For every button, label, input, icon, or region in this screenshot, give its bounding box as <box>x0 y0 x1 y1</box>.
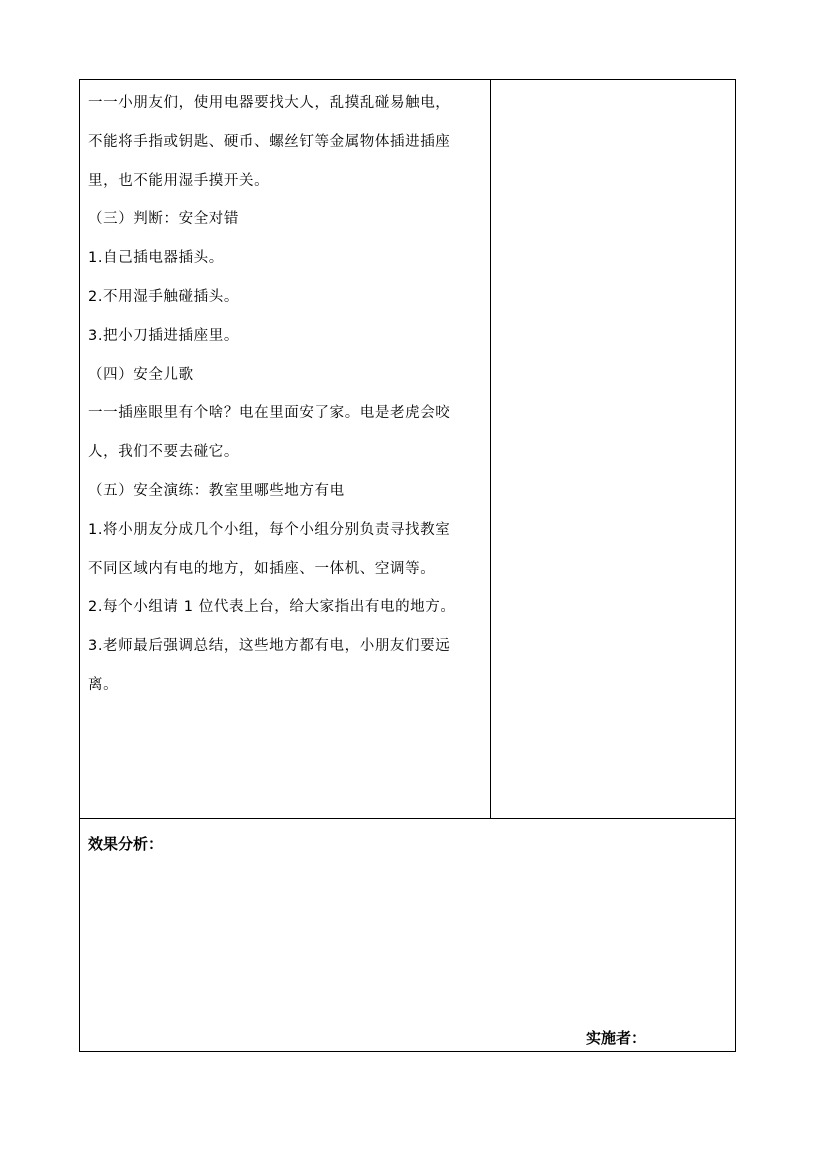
notes-cell <box>491 80 736 819</box>
analysis-row <box>80 819 736 1052</box>
section-heading-song: （四）安全儿歌 <box>88 366 194 383</box>
content-line: 3.把小刀插进插座里。 <box>88 327 239 344</box>
section-heading-judgement: （三）判断：安全对错 <box>88 211 239 228</box>
content-line: 3.老师最后强调总结，这些地方都有电，小朋友们要远 <box>88 638 451 655</box>
content-line: 一一小朋友们，使用电器要找大人，乱摸乱碰易触电， <box>88 95 451 111</box>
section-heading-drill: （五）安全演练：教室里哪些地方有电 <box>88 482 345 499</box>
activity-content-cell <box>80 80 491 819</box>
lesson-plan-table <box>79 79 736 1052</box>
content-line: 不能将手指或钥匙、硬币、螺丝钉等金属物体插进插座 <box>88 133 451 150</box>
content-line: 1.自己插电器插头。 <box>88 250 224 267</box>
activity-content <box>80 80 490 705</box>
content-line: 2.不用湿手触碰插头。 <box>88 288 239 305</box>
content-line: 人，我们不要去碰它。 <box>88 444 239 461</box>
effect-analysis-cell <box>80 819 736 1052</box>
content-line: 1.将小朋友分成几个小组，每个小组分别负责寻找教室 <box>88 521 451 538</box>
content-line: 不同区域内有电的地方，如插座、一体机、空调等。 <box>88 560 436 577</box>
content-line: 离。 <box>88 676 119 693</box>
effect-analysis-label: 效果分析： <box>88 835 164 853</box>
content-row <box>80 80 736 819</box>
content-line: 一一插座眼里有个啥？电在里面安了家。电是老虎会咬 <box>88 405 451 422</box>
content-line: 2.每个小组请 1 位代表上台，给大家指出有电的地方。 <box>88 599 456 616</box>
content-line: 里，也不能用湿手摸开关。 <box>88 172 270 189</box>
implementer-label: 实施者： <box>586 1029 647 1047</box>
